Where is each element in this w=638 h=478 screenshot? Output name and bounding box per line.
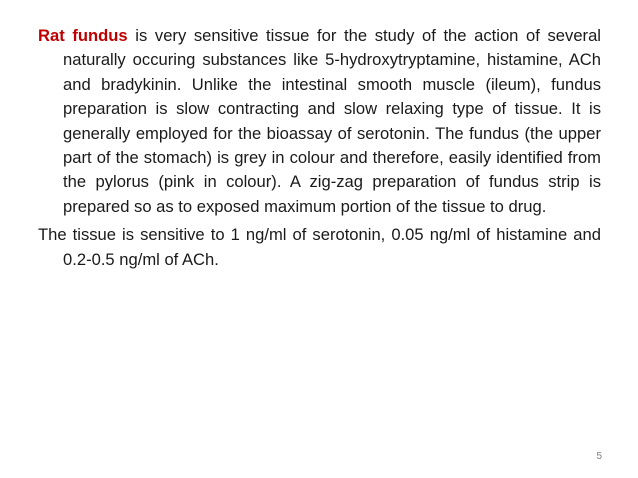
- page-number: 5: [596, 451, 602, 462]
- paragraph-text: The tissue is sensitive to 1 ng/ml of serotonin, 0.05 ng/ml of histamine and 0.2-0.5 ng/ml of ACh.: [38, 225, 601, 269]
- slide-body: [38, 24, 601, 272]
- paragraph-text: is very sensitive tissue for the study of the action of several naturally occuring substances like 5-hydroxytryptamine, histamine, ACh and bradykinin. Unlike the intestinal smooth muscle (ileum), fundus preparation is slow contracting and slow relaxing type of tissue. It is generally employed for the bioassay of serotonin. The fundus (the upper part of the stomach) is grey in colour and therefore, easily identified from the pylorus (pink in colour). A zig-zag preparation of fundus strip is prepared so as to exposed maximum portion of the tissue to drug.: [63, 26, 601, 216]
- paragraph-rat-fundus: [38, 24, 601, 219]
- highlight-term: Rat fundus: [38, 26, 128, 45]
- paragraph-sensitivity: [38, 223, 601, 272]
